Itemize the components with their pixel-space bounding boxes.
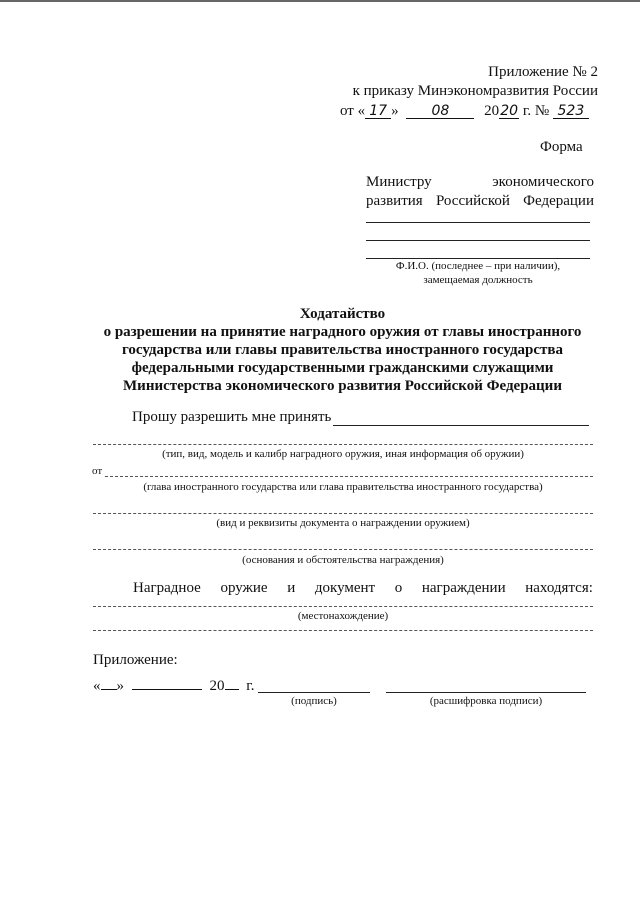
date-open: « xyxy=(93,678,101,694)
addressee-blank-2 xyxy=(366,240,590,241)
location-word: документ xyxy=(314,580,376,596)
order-month: 08 xyxy=(406,104,474,119)
date-day-blank xyxy=(101,689,117,690)
order-day: 17 xyxy=(365,104,391,119)
title-line-2: о разрешении на принятие наградного оружия от главы иностранного xyxy=(103,324,582,340)
year-number-label: г. № xyxy=(522,103,550,119)
year-prefix: 20 xyxy=(484,103,500,119)
document-caption: (вид и реквизиты документа о награждении оружием) xyxy=(216,517,470,529)
appendix-label: Приложение № 2 xyxy=(488,64,598,80)
order-date-line xyxy=(340,103,605,120)
date-year-blank xyxy=(225,689,239,690)
title-line-4: федеральными государственными гражданскими служащими xyxy=(131,360,554,376)
location-word: находятся: xyxy=(525,580,593,596)
signature-blank xyxy=(258,692,370,693)
title-line-1: Ходатайство xyxy=(299,306,386,322)
form-label: Форма xyxy=(540,139,583,155)
from-label: от xyxy=(92,465,103,477)
document-blank xyxy=(93,513,593,514)
grounds-caption: (основания и обстоятельства награждения) xyxy=(242,554,444,566)
location-word: о xyxy=(394,580,403,596)
location-blank-1 xyxy=(93,606,593,607)
location-word: награждении xyxy=(421,580,506,596)
date-month-blank xyxy=(132,689,202,690)
addressee-blank-1 xyxy=(366,222,590,223)
signature-date xyxy=(93,678,254,695)
attachment-label: Приложение: xyxy=(93,652,178,668)
addressee-caption-line-1: Ф.И.О. (последнее – при наличии), xyxy=(395,260,561,272)
head-blank xyxy=(105,476,593,477)
date-close: » xyxy=(391,103,399,119)
addressee-caption xyxy=(366,259,590,287)
year-label: г. xyxy=(246,678,255,694)
request-blank xyxy=(333,425,589,426)
decoding-blank xyxy=(386,692,586,693)
location-word: Наградное xyxy=(133,580,201,596)
date-close: » xyxy=(116,678,124,694)
addressee-caption-line-2: замещаемая должность xyxy=(423,274,533,286)
weapon-blank xyxy=(93,444,593,445)
title-line-3: государства или главы правительства иностранного государства xyxy=(121,342,564,358)
addressee-line-2: развития Российской Федерации xyxy=(366,193,594,209)
head-caption: (глава иностранного государства или глава правительства иностранного государства) xyxy=(143,481,543,493)
decoding-caption: (расшифровка подписи) xyxy=(429,695,543,707)
location-caption: (местонахождение) xyxy=(297,610,389,622)
addressee-line-1: Министру экономического xyxy=(366,174,594,190)
location-word: и xyxy=(287,580,296,596)
location-sentence xyxy=(133,580,593,597)
order-reference: к приказу Минэкономразвития России xyxy=(352,83,598,99)
order-number: 523 xyxy=(553,104,589,119)
document-title xyxy=(90,305,595,395)
grounds-blank xyxy=(93,549,593,550)
request-text: Прошу разрешить мне принять xyxy=(132,409,332,425)
order-year: 20 xyxy=(500,103,519,119)
date-prefix: от « xyxy=(340,103,366,119)
addressee-block xyxy=(366,173,594,211)
location-blank-2 xyxy=(93,630,593,631)
year-prefix: 20 xyxy=(209,678,225,694)
weapon-caption: (тип, вид, модель и калибр наградного оружия, иная информация об оружии) xyxy=(162,448,524,460)
location-word: оружие xyxy=(220,580,268,596)
signature-caption: (подпись) xyxy=(291,695,337,707)
top-border xyxy=(0,0,640,2)
title-line-5: Министерства экономического развития Российской Федерации xyxy=(123,378,562,394)
